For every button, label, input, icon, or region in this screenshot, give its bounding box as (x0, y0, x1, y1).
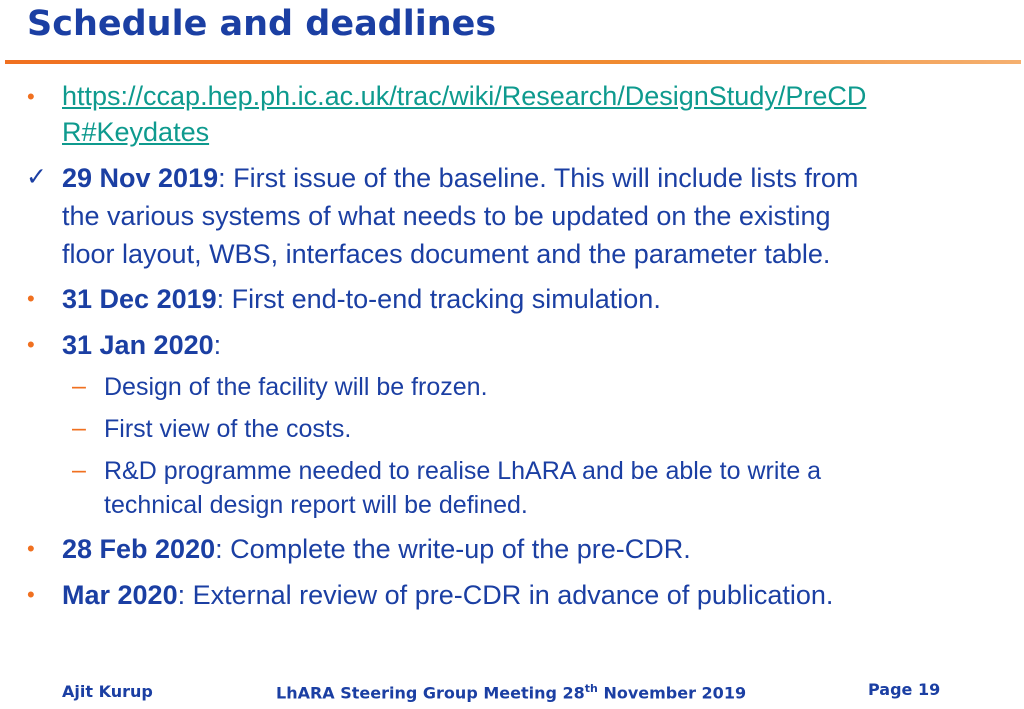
bullet-marker: • (27, 84, 35, 109)
bullet-marker: • (27, 536, 35, 561)
item4-line (62, 531, 1012, 568)
dash-marker: – (72, 414, 86, 442)
slide-title: Schedule and deadlines (27, 4, 497, 44)
title-underline (5, 60, 1021, 64)
item5-date: Mar 2020 (62, 580, 178, 610)
keydates-link[interactable]: https://ccap.hep.ph.ic.ac.uk/trac/wiki/Research/DesignStudy/PreCD (62, 81, 867, 111)
item3-sub-1: Design of the facility will be frozen. (104, 373, 488, 401)
link-line-1[interactable] (62, 78, 1012, 115)
dash-marker: – (72, 372, 86, 400)
check-icon: ✓ (26, 163, 47, 191)
item4-date: 28 Feb 2020 (62, 534, 216, 564)
item5-line (62, 577, 1012, 614)
footer-meeting-suffix: November 2019 (597, 683, 747, 703)
item5-text: : External review of pre-CDR in advance of publication. (177, 580, 834, 610)
footer-author: Ajit Kurup (62, 682, 153, 701)
footer-meeting-sup: th (584, 682, 598, 695)
item3-sub-3: R&D programme needed to realise LhARA and be able to write a (104, 457, 822, 485)
item2-line (62, 281, 1012, 318)
item3-text: : (213, 330, 222, 360)
footer-meeting-prefix: LhARA Steering Group Meeting 28 (276, 683, 585, 703)
link-line-2[interactable] (62, 114, 1012, 151)
item4-text: : Complete the write-up of the pre-CDR. (215, 534, 691, 564)
item2-date: 31 Dec 2019 (62, 284, 217, 314)
item3-sub-3-continued: technical design report will be defined. (104, 491, 528, 519)
item1-line3: floor layout, WBS, interfaces document and the parameter table. (62, 239, 831, 269)
item1-date: 29 Nov 2019 (62, 163, 219, 193)
item2-text: : First end-to-end tracking simulation. (216, 284, 661, 314)
item3-sub-2: First view of the costs. (104, 415, 352, 443)
item1-text-1: : First issue of the baseline. This will include lists from (218, 163, 859, 193)
keydates-link-continued[interactable]: R#Keydates (62, 117, 210, 147)
footer-meeting (276, 682, 746, 702)
dash-marker: – (72, 456, 86, 484)
bullet-marker: • (27, 582, 35, 607)
item3-date: 31 Jan 2020 (62, 330, 214, 360)
bullet-marker: • (27, 286, 35, 311)
item1-line1 (62, 160, 1012, 197)
bullet-marker: • (27, 332, 35, 357)
item1-line2: the various systems of what needs to be updated on the existing (62, 201, 831, 231)
item3-line (62, 327, 1012, 364)
footer-page-number: Page 19 (868, 680, 941, 699)
